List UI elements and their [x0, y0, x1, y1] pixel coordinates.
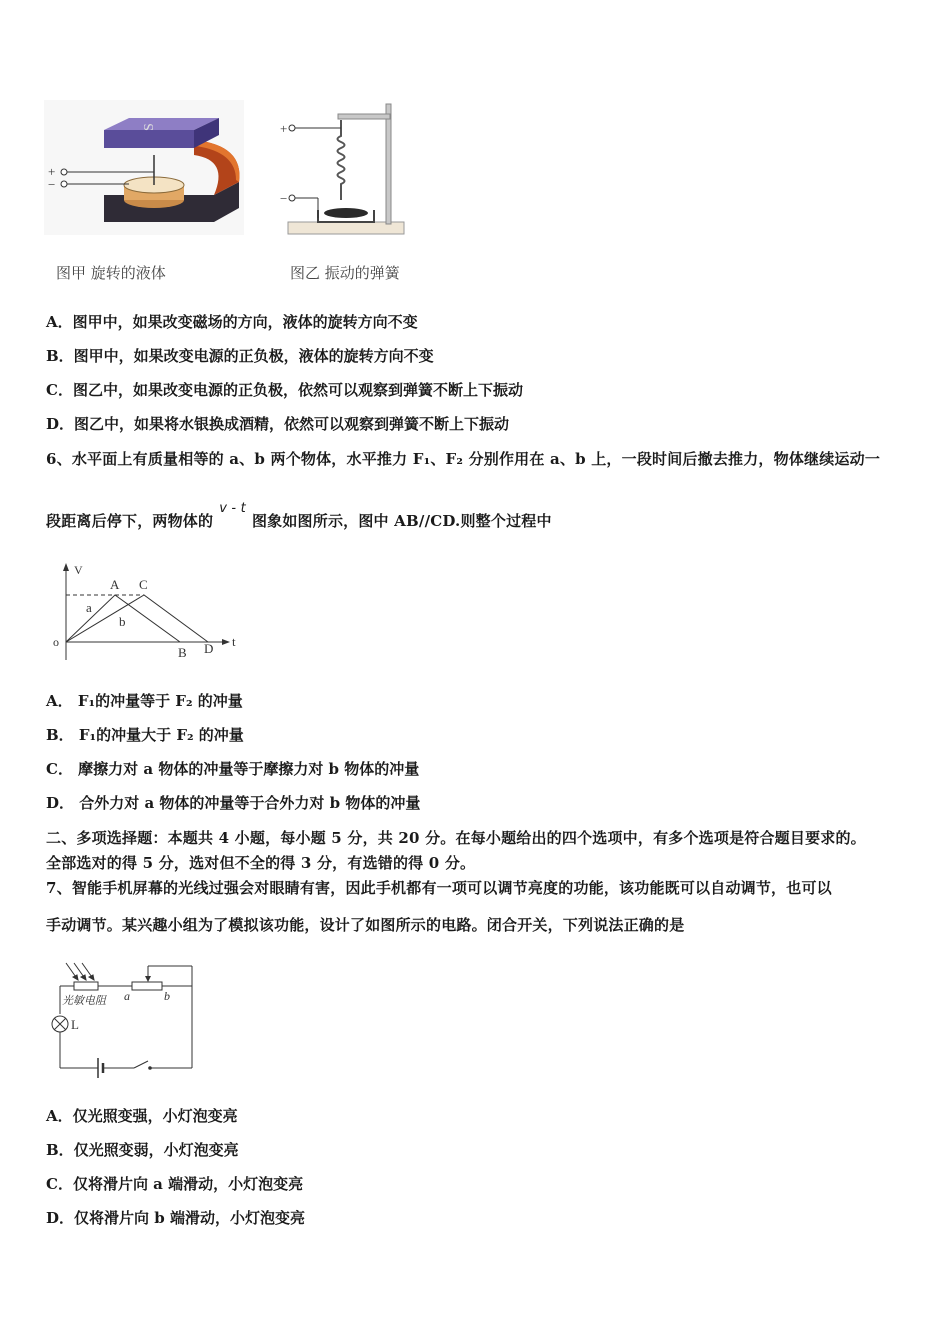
q6-option-b: B． F₁的冲量大于 F₂ 的冲量: [46, 726, 244, 744]
q7-option-a: A．仅光照变强，小灯泡变亮: [46, 1107, 238, 1125]
photoresistor-label: 光敏电阻: [62, 994, 106, 1007]
light-arrows: [66, 963, 94, 980]
magnet-s-label: S: [142, 123, 157, 131]
vt-label-a: a: [86, 600, 92, 615]
q7-option-c: C．仅将滑片向 a 端滑动，小灯泡变亮: [46, 1175, 304, 1193]
q6-option-a: A． F₁的冲量等于 F₂ 的冲量: [46, 692, 243, 710]
vt-graph: [48, 560, 248, 665]
vt-label-A: A: [110, 577, 120, 592]
circuit-diagram: [46, 958, 206, 1088]
section2-heading-line1: 二、多项选择题：本题共 4 小题，每小题 5 分，共 20 分。在每小题给出的四个选项中，有多个选项是符合题目要求的。: [46, 829, 866, 847]
lamp-label: L: [71, 1017, 79, 1032]
q6-stem-line2: [46, 501, 552, 531]
figure-jia-caption: 图甲 旋转的液体: [56, 264, 166, 282]
q6-stem-line2-pre: 段距离后停下，两物体的: [46, 512, 214, 530]
switch-lever: [134, 1061, 148, 1068]
vt-axis-v-arrow: [63, 563, 69, 571]
rheostat-a-label: a: [124, 989, 130, 1003]
plus-label-2: +: [280, 121, 288, 136]
q5-option-c: C．图乙中，如果改变电源的正负极，依然可以观察到弹簧不断上下振动: [46, 381, 523, 399]
q5-option-d: D．图乙中，如果将水银换成酒精，依然可以观察到弹簧不断上下振动: [46, 415, 510, 433]
rheostat-b-label: b: [164, 989, 170, 1003]
q5-option-b: B．图甲中，如果改变电源的正负极，液体的旋转方向不变: [46, 347, 434, 365]
vt-label-D: D: [204, 641, 214, 656]
minus-label: −: [48, 177, 56, 192]
vt-label-B: B: [178, 645, 187, 660]
plus-label: +: [48, 164, 56, 179]
rheostat-symbol: [132, 982, 162, 990]
q6-stem-line2-post: 图象如图所示，图中 AB//CD.则整个过程中: [251, 512, 552, 530]
q6-option-c: C． 摩擦力对 a 物体的冲量等于摩擦力对 b 物体的冲量: [46, 760, 420, 778]
figure-rotating-liquid: [44, 100, 244, 235]
q7-option-d: D．仅将滑片向 b 端滑动，小灯泡变亮: [46, 1209, 305, 1227]
q6-stem-line1: 6、水平面上有质量相等的 a、b 两个物体，水平推力 F₁、F₂ 分别作用在 a、b 上，一段时间后撤去推力，物体继续运动一: [46, 450, 881, 468]
vt-label-v: V: [74, 563, 83, 577]
minus-label-2: −: [280, 191, 288, 206]
q7-stem-line1: 7、智能手机屏幕的光线过强会对眼睛有害，因此手机都有一项可以调节亮度的功能，该功能既可以自动调节，也可以: [46, 879, 832, 897]
vt-symbol: v - t: [219, 501, 246, 516]
figure-vibrating-spring: [276, 100, 426, 240]
vt-label-o: o: [53, 635, 59, 649]
q5-option-a: A．图甲中，如果改变磁场的方向，液体的旋转方向不变: [46, 313, 418, 331]
q7-stem-line2: 手动调节。某兴趣小组为了模拟该功能，设计了如图所示的电路。闭合开关，下列说法正确的是: [46, 916, 685, 934]
vt-label-b: b: [119, 614, 126, 629]
vt-label-t: t: [232, 634, 236, 649]
q6-option-d: D． 合外力对 a 物体的冲量等于合外力对 b 物体的冲量: [46, 794, 421, 812]
vt-axis-t-arrow: [222, 639, 230, 645]
q7-option-b: B．仅光照变弱，小灯泡变亮: [46, 1141, 239, 1159]
section2-heading-line2: 全部选对的得 5 分，选对但不全的得 3 分，有选错的得 0 分。: [46, 854, 476, 872]
slider-arrow: [145, 976, 151, 982]
vt-label-C: C: [139, 577, 148, 592]
figure-yi-caption: 图乙 振动的弹簧: [290, 264, 400, 282]
photoresistor-symbol: [74, 982, 98, 990]
